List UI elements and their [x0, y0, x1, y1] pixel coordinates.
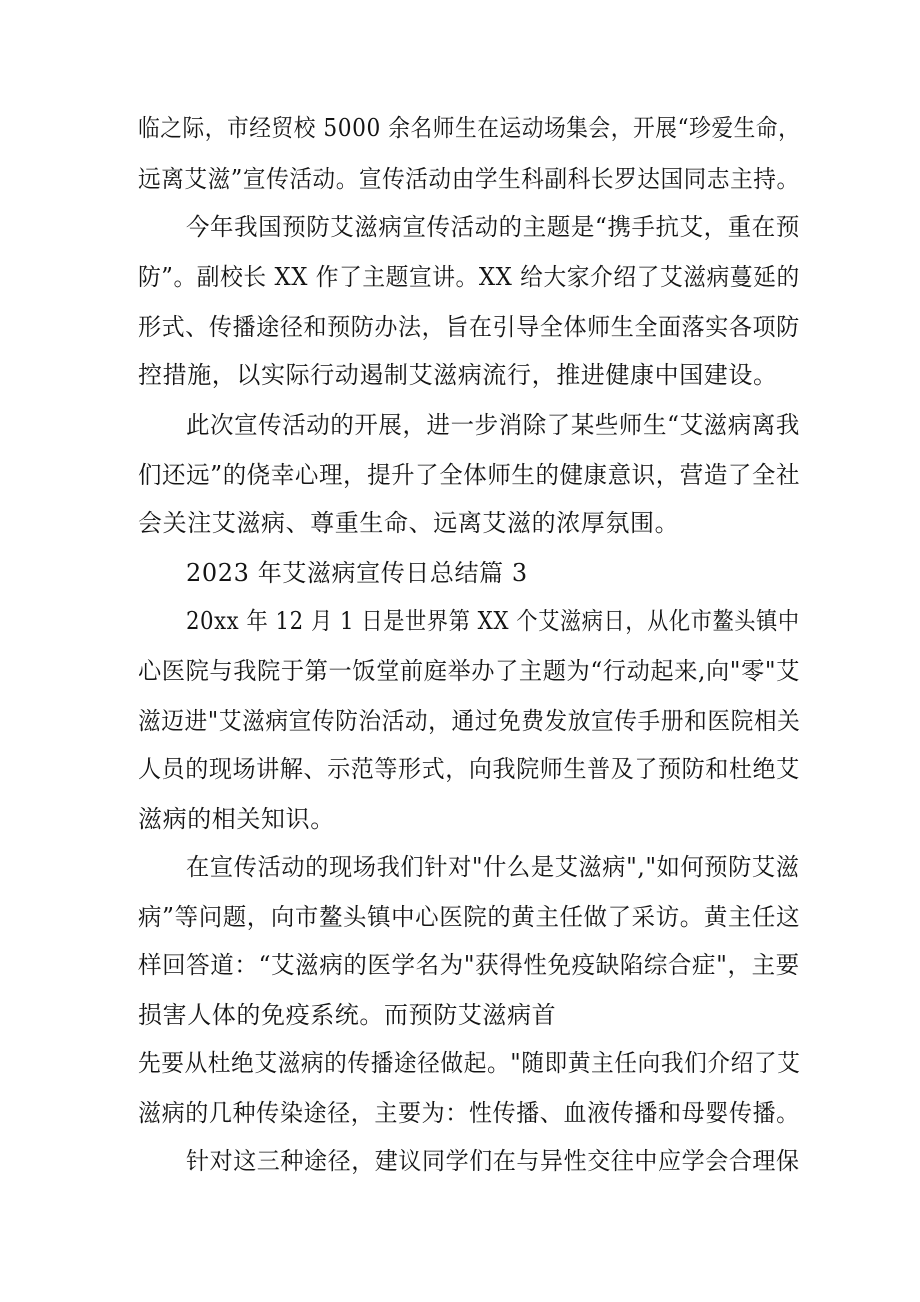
text-line: 病”等问题，向市鳌头镇中心医院的黄主任做了采访。黄主任这	[138, 903, 801, 931]
paragraph-first-line: 20xx 年 12 月 1 日是世界第 XX 个艾滋病日，从化市鳌头镇中	[186, 607, 800, 635]
paragraph-first-line: 在宣传活动的现场我们针对"什么是艾滋病","如何预防艾滋	[186, 853, 800, 881]
text-line: 损害人体的免疫系统。而预防艾滋病首	[138, 1001, 557, 1029]
text-line: 滋病的相关知识。	[138, 805, 335, 833]
text-line: 们还远”的侥幸心理，提升了全体师生的健康意识，营造了全社	[138, 461, 801, 489]
text-line: 人员的现场讲解、示范等形式，向我院师生普及了预防和杜绝艾	[138, 755, 800, 783]
text-line: 防”。副校长 XX 作了主题宣讲。XX 给大家介绍了艾滋病蔓延的	[138, 263, 800, 291]
text-line: 滋病的几种传染途径，主要为：性传播、血液传播和母婴传播。	[138, 1099, 800, 1127]
text-line: 形式、传播途径和预防办法，旨在引导全体师生全面落实各项防	[138, 313, 800, 341]
text-line: 样回答道：“艾滋病的医学名为"获得性免疫缺陷综合症"，主要	[138, 951, 800, 979]
paragraph-first-line: 此次宣传活动的开展，进一步消除了某些师生“艾滋病离我	[186, 411, 800, 439]
text-line: 会关注艾滋病、尊重生命、远离艾滋的浓厚氛围。	[138, 509, 680, 537]
section-heading: 2023 年艾滋病宣传日总结篇 3	[186, 559, 528, 587]
text-line: 临之际，市经贸校 5000 余名师生在运动场集会，开展“珍爱生命，	[138, 114, 801, 142]
text-line: 控措施，以实际行动遏制艾滋病流行，推进健康中国建设。	[138, 361, 778, 389]
text-line: 滋迈进"艾滋病宣传防治活动，通过免费发放宣传手册和医院相关	[138, 707, 801, 735]
text-line: 先要从杜绝艾滋病的传播途径做起。"随即黄主任向我们介绍了艾	[138, 1049, 801, 1077]
text-line: 心医院与我院于第一饭堂前庭举办了主题为“行动起来,向"零"艾	[138, 657, 800, 685]
paragraph-first-line: 针对这三种途径，建议同学们在与异性交往中应学会合理保	[186, 1147, 800, 1175]
text-line: 远离艾滋”宣传活动。宣传活动由学生科副科长罗达国同志主持。	[138, 165, 800, 193]
paragraph-first-line: 今年我国预防艾滋病宣传活动的主题是“携手抗艾，重在预	[186, 213, 800, 241]
